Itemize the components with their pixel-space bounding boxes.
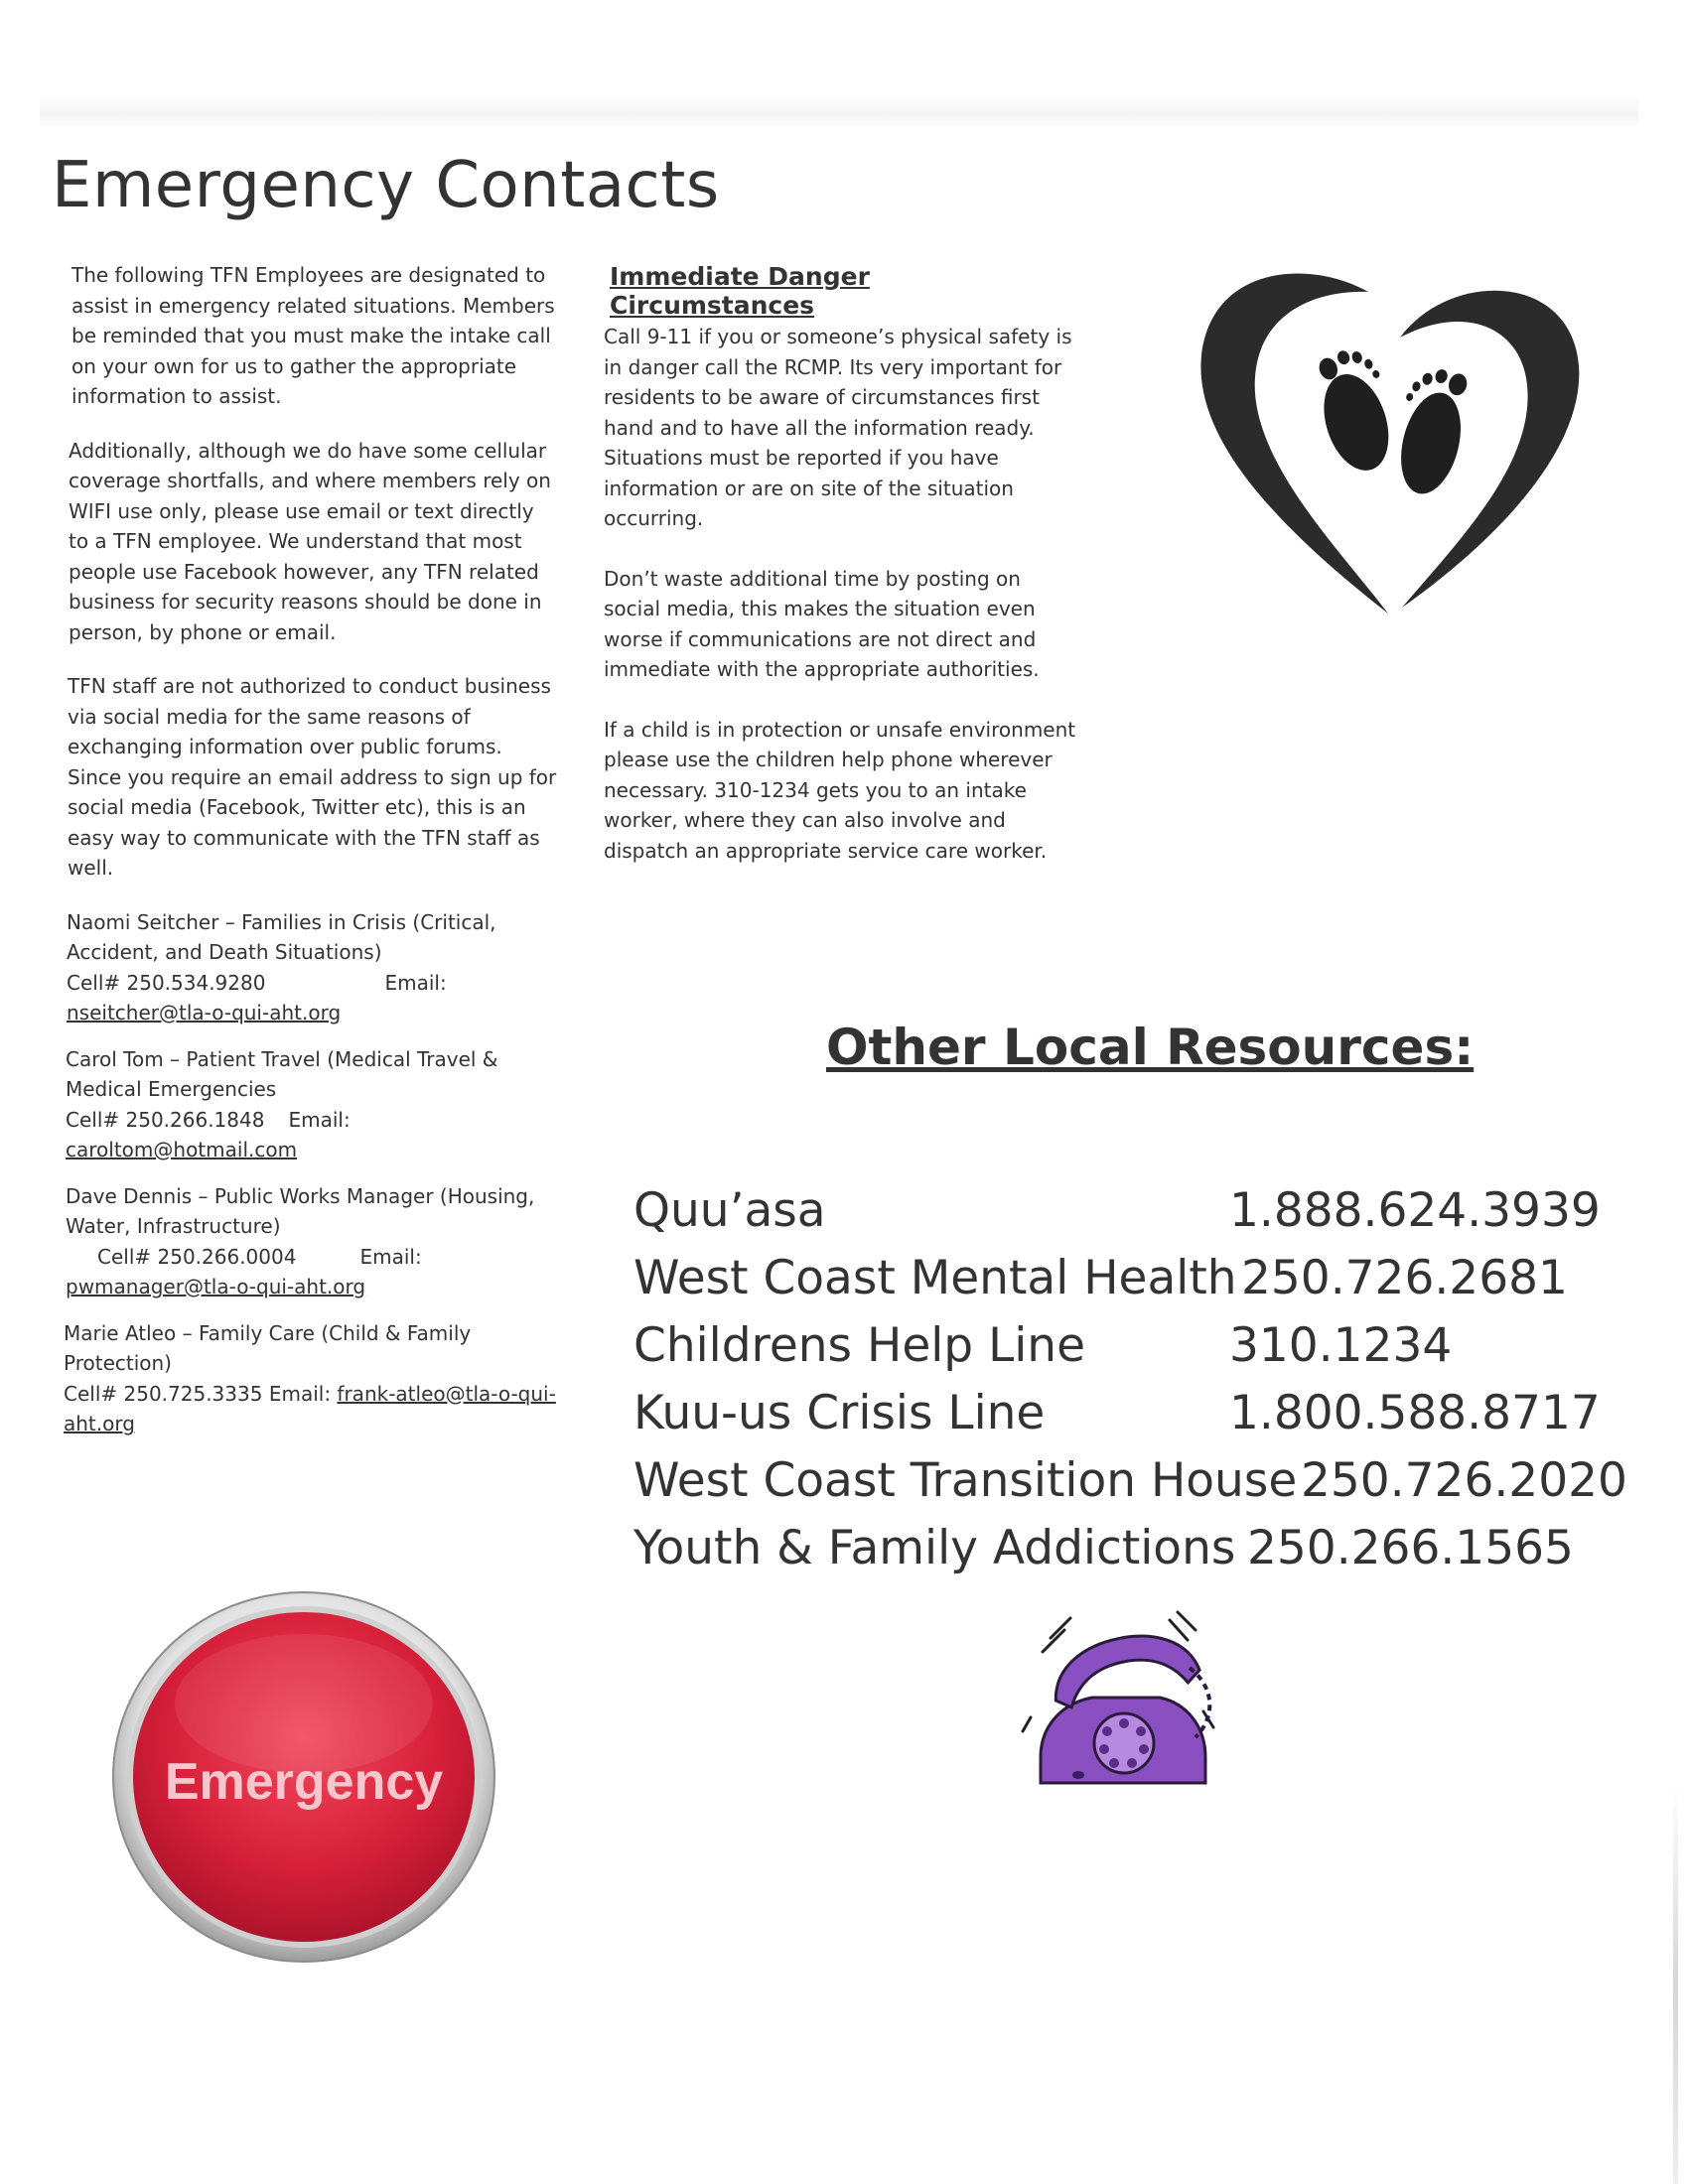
scan-artifact-band xyxy=(40,95,1638,129)
danger-paragraph: Call 9-11 if you or someone’s physical safety is in danger call the RCMP. Its very important for residents to be aware of circumstances first hand and to have all the information ready. Situations must be reported if you have information or are on site of the situation occurring. xyxy=(604,325,1072,530)
social-media-paragraph: TFN staff are not authorized to conduct business via social media for the same reasons of exchanging information over public forums. Since you require an email address to sign up for social media (Facebook, Twitter etc), this is an easy way to communicate with the TFN staff as well. xyxy=(68,674,557,880)
contact-dave-dennis xyxy=(66,1181,558,1302)
resource-row xyxy=(633,1245,1656,1312)
resource-name: Youth & Family Addictions xyxy=(633,1521,1236,1575)
contact-email-link[interactable]: pwmanager@tla-o-qui-aht.org xyxy=(66,1275,366,1298)
resource-row xyxy=(633,1380,1656,1447)
contact-cell: Cell# 250.534.9280 xyxy=(67,970,266,995)
contact-email-link[interactable]: frank-atleo@tla-o-qui-aht.org xyxy=(64,1381,556,1435)
contact-carol-tom xyxy=(66,1044,558,1165)
resource-name: Quu’asa xyxy=(633,1183,826,1238)
contact-email-label: Email: xyxy=(288,1107,351,1132)
emergency-button xyxy=(107,1584,500,1966)
child-help-paragraph: If a child is in protection or unsafe environment please use the children help phone wherever necessary. 310-1234 gets you to an intake worker, where they can also involve and dispatch an appropriate service care worker. xyxy=(604,717,1076,863)
contact-cell: Cell# 250.266.0004 xyxy=(97,1244,297,1269)
resource-row xyxy=(633,1177,1656,1245)
resource-name: West Coast Mental Health xyxy=(633,1251,1237,1305)
resource-number: 310.1234 xyxy=(1229,1318,1453,1373)
coverage-paragraph: Additionally, although we do have some cellular coverage shortfalls, and where members rely on WIFI use only, please use email or text directly to a TFN employee. We understand that most people use Facebook however, any TFN related business for security reasons should be done in person, by phone or email. xyxy=(69,438,551,644)
resources-title: Other Local Resources: xyxy=(826,1019,1475,1076)
immediate-danger-heading: Immediate Danger Circumstances xyxy=(610,262,870,320)
resource-number: 1.888.624.3939 xyxy=(1229,1183,1601,1238)
scan-artifact-edge xyxy=(1673,1787,1678,2184)
emergency-button-label: Emergency xyxy=(164,1753,444,1811)
page-title: Emergency Contacts xyxy=(52,149,720,222)
resource-row xyxy=(633,1515,1656,1582)
resource-number: 250.266.1565 xyxy=(1247,1521,1574,1575)
resource-row xyxy=(633,1447,1656,1515)
middle-column xyxy=(604,262,1080,889)
contact-email-link[interactable]: caroltom@hotmail.com xyxy=(66,1138,298,1161)
contact-naomi-seitcher xyxy=(67,907,558,1028)
resource-name: West Coast Transition House xyxy=(633,1453,1298,1508)
resource-number: 250.726.2681 xyxy=(1241,1251,1568,1305)
social-media-warning-paragraph: Don’t waste additional time by posting on social media, this makes the situation even worse if communications are not direct and immediate with the appropriate authorities. xyxy=(604,566,1040,681)
resource-number: 250.726.2020 xyxy=(1301,1453,1627,1508)
resource-number: 1.800.588.8717 xyxy=(1229,1386,1601,1440)
contact-marie-atleo xyxy=(64,1318,558,1439)
resource-row xyxy=(633,1312,1656,1380)
contact-name-role: Dave Dennis – Public Works Manager (Housing, Water, Infrastructure) xyxy=(66,1183,535,1238)
contact-cell: Cell# 250.725.3335 xyxy=(64,1381,263,1406)
resources-list xyxy=(633,1177,1656,1582)
contact-email-label: Email: xyxy=(268,1381,332,1406)
heart-footprints-icon xyxy=(1190,260,1587,627)
resource-name: Childrens Help Line xyxy=(633,1318,1086,1373)
ringing-phone-icon xyxy=(1021,1608,1219,1797)
heart-outline-icon xyxy=(1200,273,1579,614)
right-footprint-icon xyxy=(1384,362,1476,500)
contact-cell: Cell# 250.266.1848 xyxy=(66,1107,265,1132)
intro-paragraph: The following TFN Employees are designated to assist in emergency related situations. Members be reminded that you must make the intake call on your own for us to gather the appropriate information to assist. xyxy=(71,263,555,408)
resource-name: Kuu-us Crisis Line xyxy=(633,1386,1046,1440)
contact-name-role: Marie Atleo – Family Care (Child & Family Protection) xyxy=(64,1320,472,1375)
contact-name-role: Carol Tom – Patient Travel (Medical Travel & Medical Emergencies xyxy=(66,1046,498,1101)
contact-email-link[interactable]: nseitcher@tla-o-qui-aht.org xyxy=(67,1001,342,1024)
contact-email-label: Email: xyxy=(359,1244,422,1269)
contact-email-label: Email: xyxy=(384,970,447,995)
contact-name-role: Naomi Seitcher – Families in Crisis (Critical, Accident, and Death Situations) xyxy=(67,909,496,964)
left-column xyxy=(64,260,558,1455)
left-footprint-icon xyxy=(1306,341,1407,478)
